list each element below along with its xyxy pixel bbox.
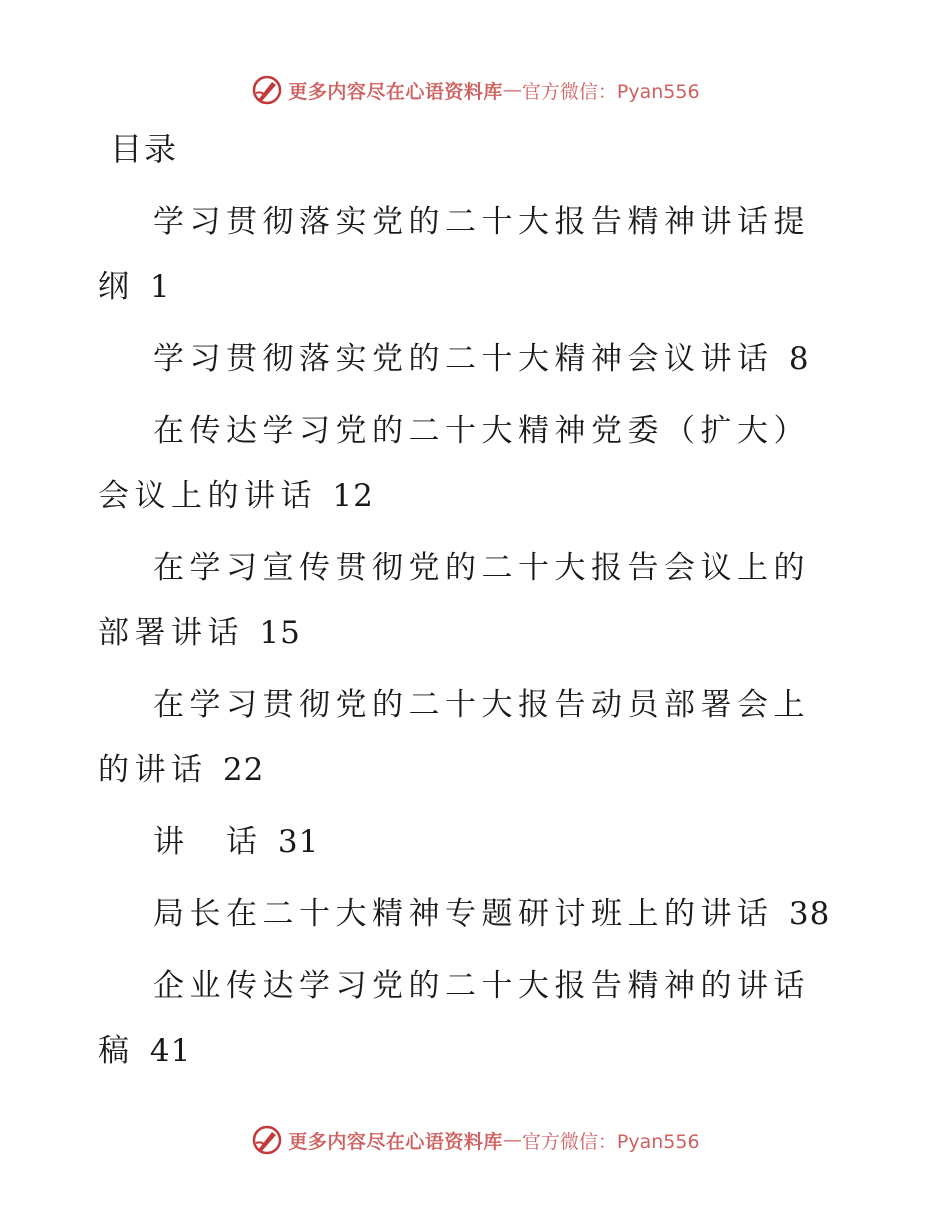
toc-list (98, 190, 838, 1091)
toc-item-page: 1 (149, 269, 171, 305)
toc-item-page: 41 (149, 1033, 192, 1069)
watermark-banner-top (0, 70, 950, 110)
toc-item-text: 学习贯彻落实党的二十大报告精神讲话提纲 (98, 204, 810, 305)
toc-item-page: 15 (259, 615, 301, 651)
watermark-separator: — (502, 1129, 522, 1151)
watermark-brand: 更多内容尽在心语资料库 (288, 80, 503, 103)
toc-item-page: 22 (222, 752, 265, 788)
toc-item[interactable] (98, 954, 838, 1084)
toc-item-page: 8 (788, 341, 810, 377)
toc-item[interactable] (98, 673, 838, 803)
toc-item-text: 在学习贯彻党的二十大报告动员部署会上的讲话 (98, 687, 810, 788)
toc-item[interactable] (98, 882, 838, 947)
watermark-separator: — (502, 79, 522, 101)
watermark-banner-bottom (0, 1120, 950, 1160)
toc-item-text: 企业传达学习党的二十大报告精神的讲话稿 (98, 968, 810, 1069)
toc-item-text: 讲 话 (153, 824, 263, 860)
toc-item[interactable] (98, 536, 838, 666)
quill-pen-icon (250, 73, 284, 107)
toc-item-page: 31 (277, 824, 320, 860)
toc-title: 目录 (110, 130, 179, 168)
toc-item-text: 在学习宣传贯彻党的二十大报告会议上的部署讲话 (98, 550, 810, 651)
toc-item[interactable] (98, 810, 838, 875)
toc-item-text: 在传达学习党的二十大精神党委（扩大）会议上的讲话 (98, 413, 810, 514)
quill-pen-icon (250, 1123, 284, 1157)
watermark-brand: 更多内容尽在心语资料库 (288, 1130, 503, 1153)
watermark-wechat: 官方微信：Pyan556 (521, 80, 700, 103)
toc-item-page: 38 (788, 896, 831, 932)
toc-item-text: 学习贯彻落实党的二十大精神会议讲话 (153, 341, 774, 377)
toc-item[interactable] (98, 399, 838, 529)
toc-item[interactable] (98, 190, 838, 320)
toc-item-text: 局长在二十大精神专题研讨班上的讲话 (153, 896, 774, 932)
toc-item-page: 12 (332, 478, 374, 514)
toc-item[interactable] (98, 327, 838, 392)
watermark-wechat: 官方微信：Pyan556 (521, 1130, 700, 1153)
